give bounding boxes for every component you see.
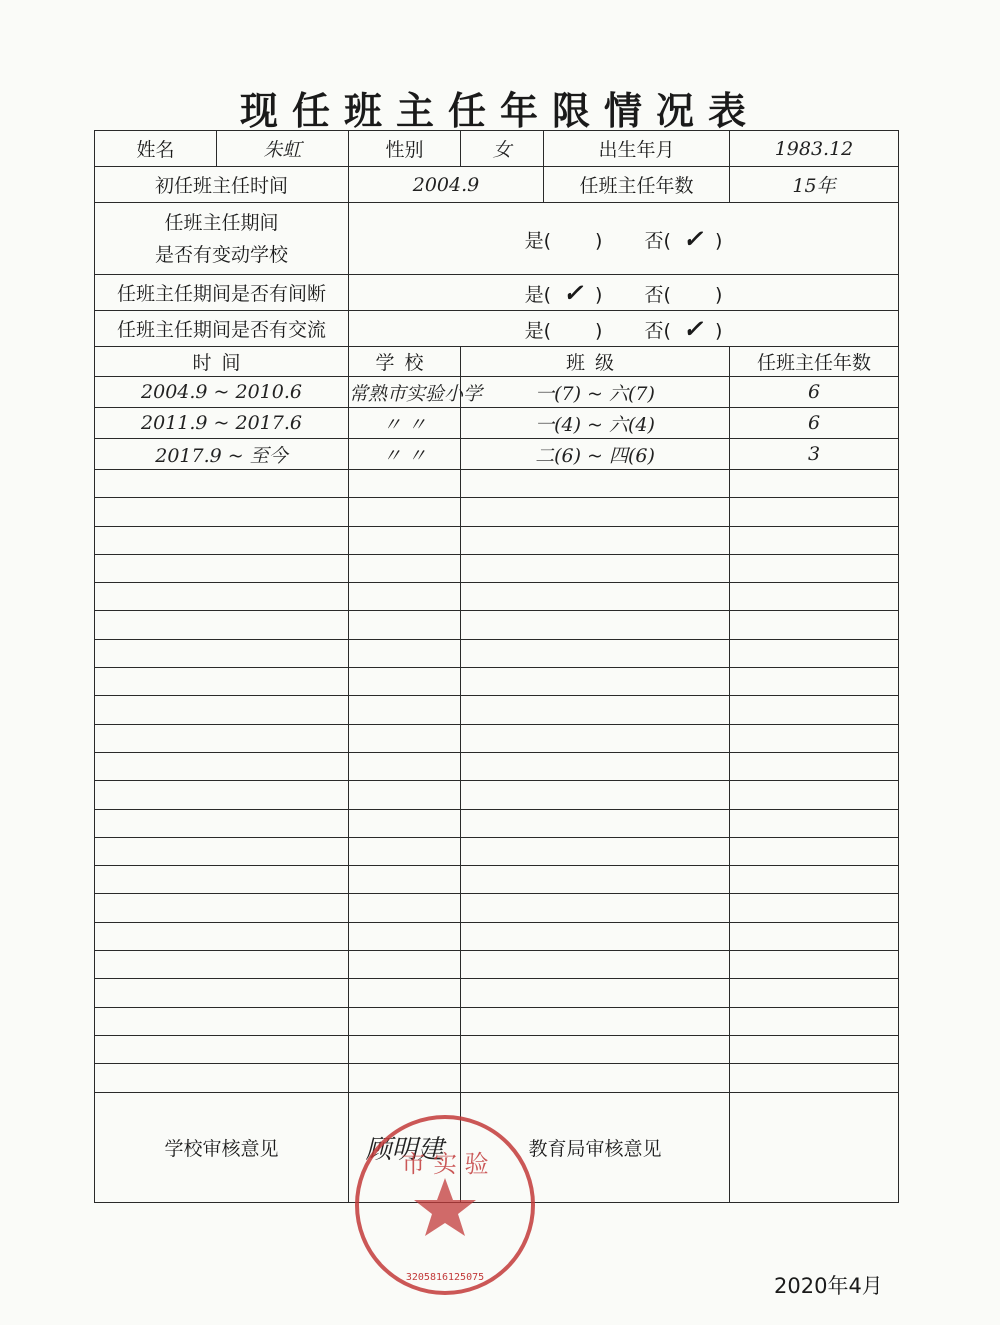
history-class-cell: [461, 1035, 730, 1063]
history-class-cell: [461, 1064, 730, 1092]
history-years-cell: [730, 1035, 899, 1063]
history-row: [95, 377, 899, 408]
history-school-cell: [349, 866, 461, 894]
history-school-cell: [349, 696, 461, 724]
history-class-cell: [461, 922, 730, 950]
history-time-cell: [95, 668, 349, 696]
history-school-cell: [349, 922, 461, 950]
history-empty-row: [95, 526, 899, 554]
history-class-cell: [461, 724, 730, 752]
question-row: [95, 311, 899, 347]
history-time-cell: [95, 554, 349, 582]
history-class-cell: 二(6) ~ 四(6): [461, 439, 730, 470]
no-option: [645, 314, 723, 343]
history-empty-row: [95, 470, 899, 498]
name-value: 朱虹: [217, 131, 349, 167]
history-years-cell: [730, 668, 899, 696]
history-school-cell: [349, 752, 461, 780]
no-close: ): [714, 230, 723, 252]
history-years-cell: [730, 696, 899, 724]
history-years-cell: [730, 866, 899, 894]
history-years-cell: 6: [730, 377, 899, 408]
no-label: 否(: [644, 230, 671, 252]
history-school-cell: 〃 〃: [349, 408, 461, 439]
history-time-cell: 2017.9 ~ 至今: [95, 439, 349, 470]
name-label: 姓名: [95, 131, 217, 167]
history-time-cell: [95, 1064, 349, 1092]
history-time-cell: [95, 752, 349, 780]
history-header-time: 时间: [95, 347, 349, 377]
history-time-cell: [95, 526, 349, 554]
question-row: [95, 203, 899, 275]
history-time-cell: 2004.9 ~ 2010.6: [95, 377, 349, 408]
history-school-cell: [349, 498, 461, 526]
history-years-cell: [730, 951, 899, 979]
no-label: 否(: [644, 284, 671, 306]
history-years-cell: [730, 639, 899, 667]
history-school-cell: [349, 1064, 461, 1092]
history-row: [95, 439, 899, 470]
history-empty-row: [95, 498, 899, 526]
history-empty-row: [95, 752, 899, 780]
history-empty-row: [95, 922, 899, 950]
history-empty-row: [95, 951, 899, 979]
history-school-cell: [349, 611, 461, 639]
history-years-cell: [730, 498, 899, 526]
history-school-cell: [349, 979, 461, 1007]
history-school-cell: [349, 526, 461, 554]
history-time-cell: [95, 470, 349, 498]
history-time-cell: [95, 724, 349, 752]
question-options: [349, 311, 899, 347]
history-empty-row: [95, 809, 899, 837]
history-years-cell: [730, 583, 899, 611]
no-label: 否(: [644, 320, 671, 342]
history-class-cell: [461, 866, 730, 894]
history-header-years: 任班主任年数: [730, 347, 899, 377]
history-time-cell: [95, 979, 349, 1007]
birth-value: 1983.12: [730, 131, 899, 167]
history-class-cell: [461, 809, 730, 837]
history-school-cell: [349, 554, 461, 582]
yes-close: ): [595, 230, 603, 252]
history-empty-row: [95, 611, 899, 639]
history-class-cell: [461, 583, 730, 611]
history-time-cell: [95, 611, 349, 639]
history-class-cell: [461, 951, 730, 979]
history-school-cell: [349, 1007, 461, 1035]
history-time-cell: [95, 894, 349, 922]
history-time-cell: [95, 837, 349, 865]
history-time-cell: 2011.9 ~ 2017.6: [95, 408, 349, 439]
history-school-cell: [349, 583, 461, 611]
yes-close: ): [595, 284, 603, 306]
first-time-value: 2004.9: [349, 167, 544, 203]
basic-info-row-2: [95, 167, 899, 203]
history-years-cell: [730, 809, 899, 837]
gender-label: 性别: [349, 131, 461, 167]
history-school-cell: [349, 951, 461, 979]
basic-info-row-1: [95, 131, 899, 167]
history-school-cell: [349, 809, 461, 837]
question-label: 任班主任期间是否有交流: [95, 311, 349, 347]
history-class-cell: [461, 639, 730, 667]
history-empty-row: [95, 894, 899, 922]
history-years-cell: [730, 1064, 899, 1092]
history-empty-row: [95, 866, 899, 894]
history-empty-row: [95, 668, 899, 696]
yes-label: 是(: [524, 284, 552, 306]
history-header-school: 学校: [349, 347, 461, 377]
school-seal: [350, 1110, 540, 1300]
history-empty-row: [95, 696, 899, 724]
history-class-cell: [461, 611, 730, 639]
question-options: [349, 203, 899, 275]
history-header-class: 班级: [461, 347, 730, 377]
tenure-form-table: [94, 130, 899, 1203]
history-school-cell: [349, 639, 461, 667]
svg-text:市 实 验: 市 实 验: [401, 1150, 489, 1178]
history-years-cell: [730, 752, 899, 780]
history-school-cell: [349, 894, 461, 922]
history-school-cell: [349, 724, 461, 752]
history-class-cell: [461, 526, 730, 554]
history-school-cell: [349, 1035, 461, 1063]
history-row: [95, 408, 899, 439]
history-empty-row: [95, 639, 899, 667]
history-empty-row: [95, 1035, 899, 1063]
history-time-cell: [95, 866, 349, 894]
history-school-cell: [349, 837, 461, 865]
history-time-cell: [95, 1035, 349, 1063]
history-empty-row: [95, 583, 899, 611]
yes-label: 是(: [524, 230, 552, 252]
question-options: [349, 275, 899, 311]
history-class-cell: [461, 696, 730, 724]
history-years-cell: [730, 470, 899, 498]
yes-check: ✓: [562, 278, 584, 307]
question-label-line1: 任班主任期间: [164, 211, 279, 234]
history-empty-row: [95, 837, 899, 865]
question-label: [95, 203, 349, 275]
history-class-cell: [461, 894, 730, 922]
yes-option: [525, 316, 603, 343]
history-school-cell: [349, 668, 461, 696]
svg-text:3205816125075: 3205816125075: [405, 1272, 485, 1283]
birth-label: 出生年月: [544, 131, 730, 167]
history-class-cell: [461, 1007, 730, 1035]
first-time-label: 初任班主任时间: [95, 167, 349, 203]
history-time-cell: [95, 696, 349, 724]
history-time-cell: [95, 583, 349, 611]
history-class-cell: 一(4) ~ 六(4): [461, 408, 730, 439]
no-check: ✓: [682, 314, 704, 343]
school-review-signature: 顾明建: [349, 1092, 461, 1202]
history-time-cell: [95, 1007, 349, 1035]
no-close: ): [714, 320, 723, 342]
question-label: 任班主任期间是否有间断: [95, 275, 349, 311]
history-years-cell: 6: [730, 408, 899, 439]
history-empty-row: [95, 554, 899, 582]
yes-label: 是(: [524, 320, 552, 342]
history-years-cell: [730, 554, 899, 582]
history-school-cell: 〃 〃: [349, 439, 461, 470]
question-label-line2: 是否有变动学校: [154, 243, 288, 266]
form-title: 现任班主任年限情况表: [239, 89, 760, 133]
history-class-cell: [461, 554, 730, 582]
history-years-cell: [730, 979, 899, 1007]
school-review-label: 学校审核意见: [95, 1092, 349, 1202]
history-header-row: [95, 347, 899, 377]
history-empty-row: [95, 1007, 899, 1035]
yes-option: [525, 278, 603, 307]
history-school-cell: [349, 781, 461, 809]
bureau-review-label: 教育局审核意见: [461, 1092, 730, 1202]
history-class-cell: [461, 470, 730, 498]
history-time-cell: [95, 951, 349, 979]
history-years-cell: [730, 1007, 899, 1035]
yes-close: ): [595, 320, 603, 342]
no-check: ✓: [682, 224, 704, 253]
years-label: 任班主任年数: [544, 167, 730, 203]
gender-value: 女: [461, 131, 544, 167]
history-empty-row: [95, 1064, 899, 1092]
history-class-cell: [461, 498, 730, 526]
no-close: ): [714, 284, 723, 306]
history-time-cell: [95, 639, 349, 667]
history-class-cell: 一(7) ~ 六(7): [461, 377, 730, 408]
history-empty-row: [95, 979, 899, 1007]
history-empty-row: [95, 781, 899, 809]
bureau-review-value: [730, 1092, 899, 1202]
history-years-cell: [730, 781, 899, 809]
history-class-cell: [461, 979, 730, 1007]
history-years-cell: [730, 526, 899, 554]
history-years-cell: [730, 894, 899, 922]
history-years-cell: [730, 922, 899, 950]
history-years-cell: 3: [730, 439, 899, 470]
history-years-cell: [730, 837, 899, 865]
no-option: [645, 224, 723, 253]
history-empty-row: [95, 724, 899, 752]
history-years-cell: [730, 611, 899, 639]
history-class-cell: [461, 781, 730, 809]
history-time-cell: [95, 922, 349, 950]
history-class-cell: [461, 837, 730, 865]
history-years-cell: [730, 724, 899, 752]
history-school-cell: [349, 470, 461, 498]
yes-option: [525, 226, 603, 253]
form-date: 2020年4月: [774, 1274, 883, 1298]
history-class-cell: [461, 668, 730, 696]
history-school-cell: 常熟市实验小学: [349, 377, 461, 408]
years-value: 15年: [730, 167, 899, 203]
history-time-cell: [95, 498, 349, 526]
history-time-cell: [95, 809, 349, 837]
question-row: [95, 275, 899, 311]
history-time-cell: [95, 781, 349, 809]
history-class-cell: [461, 752, 730, 780]
no-option: [645, 280, 723, 307]
